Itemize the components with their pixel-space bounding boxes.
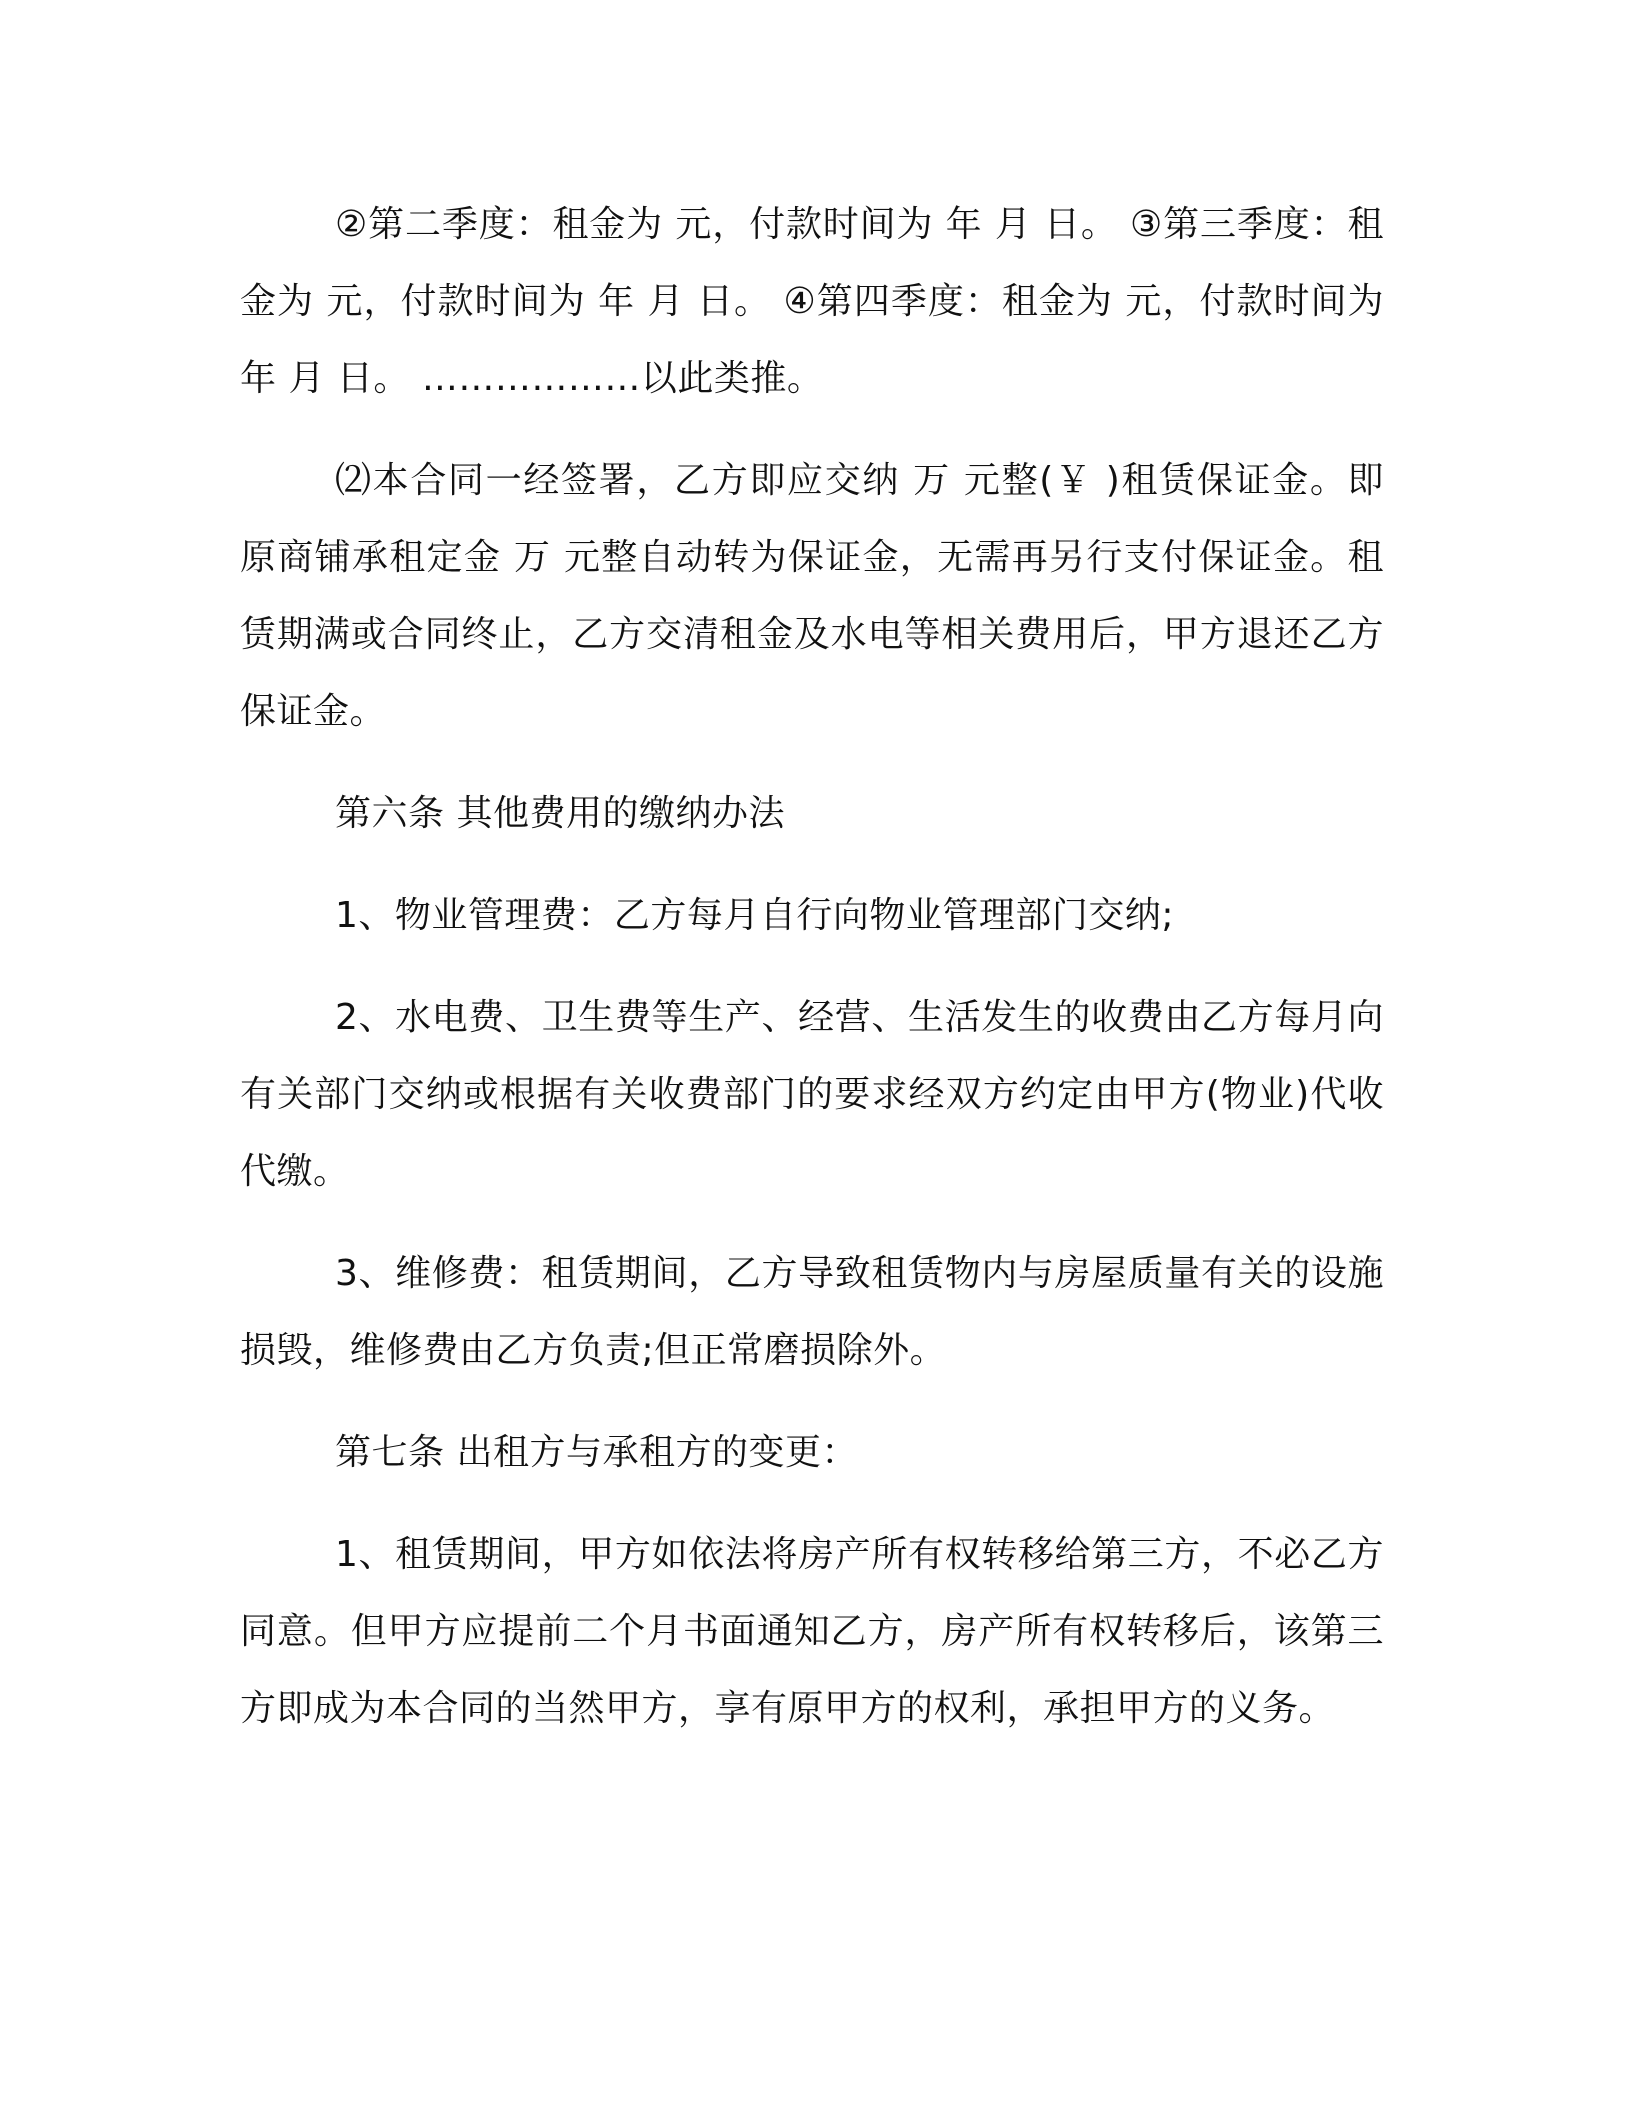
article-6-heading: 第六条 其他费用的缴纳办法 — [335, 793, 785, 834]
paragraph-deposit: ⑵本合同一经签署，乙方即应交纳 万 元整(￥ )租赁保证金。即原商铺承租定金 万 元整自动转为保证金，无需再另行支付保证金。租赁期满或合同终止，乙方交清租金及水电等相关费用后，甲方退还乙方保证金。 — [240, 460, 1384, 732]
paragraph-ownership-transfer: 1、租赁期间，甲方如依法将房产所有权转移给第三方，不必乙方同意。但甲方应提前二个月书面通知乙方，房产所有权转移后，该第三方即成为本合同的当然甲方，享有原甲方的权利，承担甲方的义务。 — [240, 1534, 1384, 1729]
paragraph-utilities-fee: 2、水电费、卫生费等生产、经营、生活发生的收费由乙方每月向有关部门交纳或根据有关收费部门的要求经双方约定由甲方(物业)代收代缴。 — [240, 997, 1384, 1192]
document-body — [240, 186, 1384, 1772]
paragraph-maintenance-fee: 3、维修费：租赁期间，乙方导致租赁物内与房屋质量有关的设施损毁，维修费由乙方负责;但正常磨损除外。 — [240, 1253, 1384, 1371]
paragraph-quarterly-rent: ②第二季度：租金为 元，付款时间为 年 月 日。 ③第三季度：租金为 元，付款时间为 年 月 日。 ④第四季度：租金为 元，付款时间为 年 月 日。 ………………以此类推。 — [240, 204, 1384, 399]
paragraph-property-fee: 1、物业管理费：乙方每月自行向物业管理部门交纳; — [335, 895, 1175, 936]
article-7-heading: 第七条 出租方与承租方的变更： — [335, 1432, 858, 1473]
